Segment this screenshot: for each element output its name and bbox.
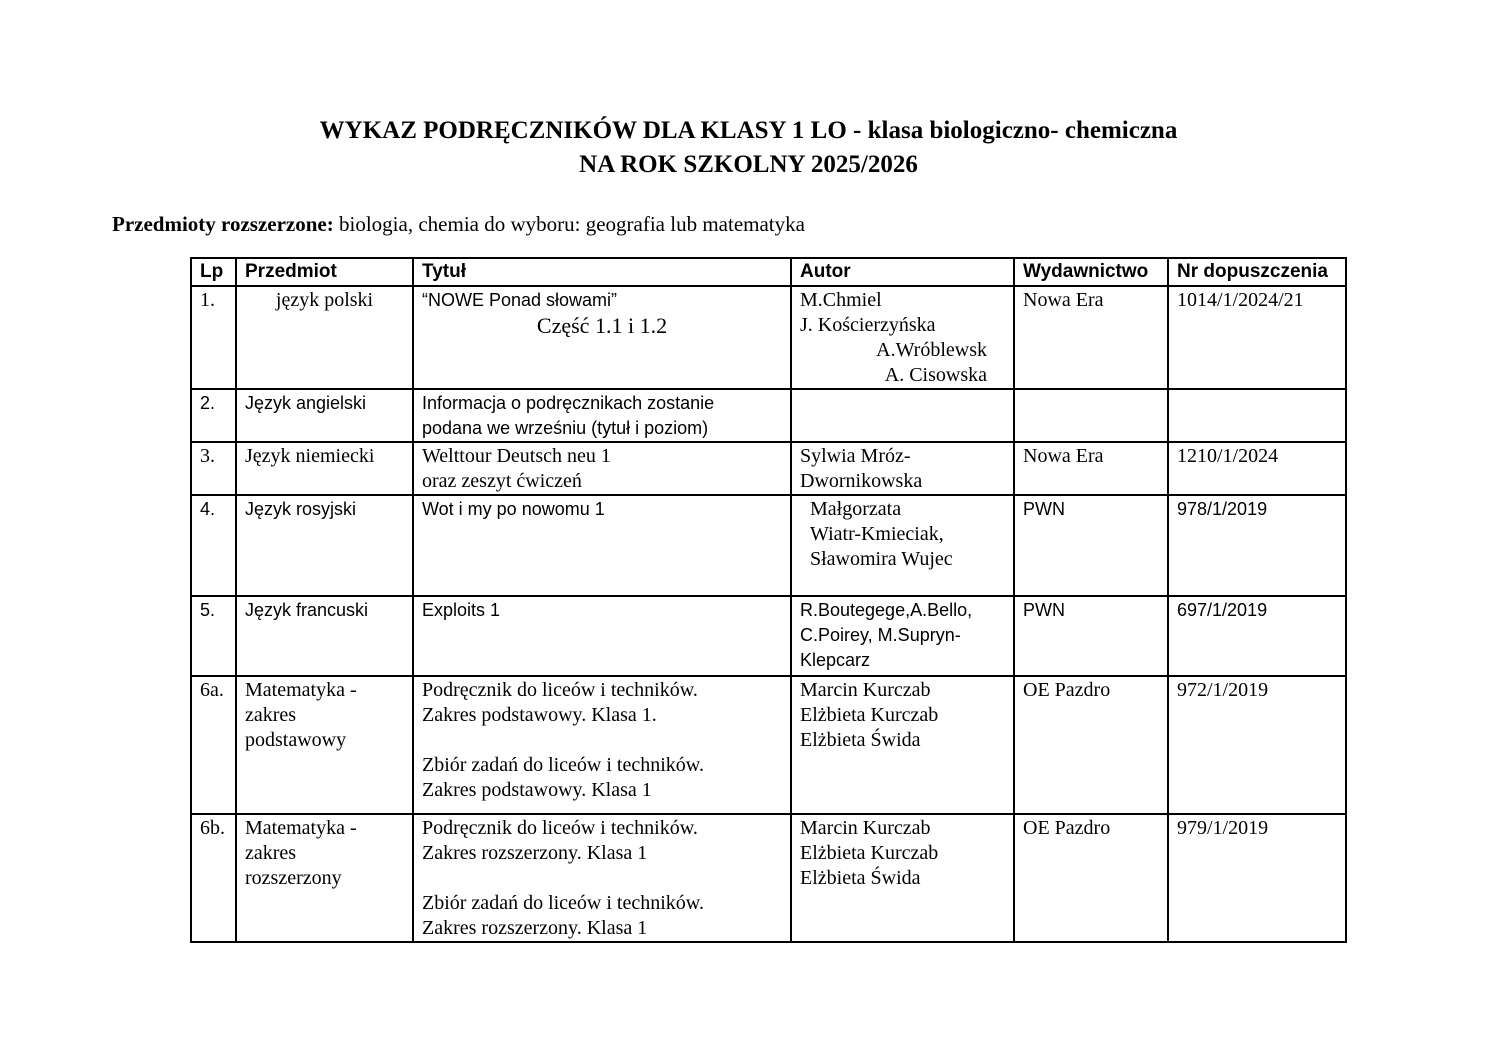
cell-tytul: Podręcznik do liceów i techników. Zakres podstawowy. Klasa 1. Zbiór zadań do liceów i techników. Zakres podstawowy. Klasa 1 xyxy=(413,676,791,814)
cell-tytul: Welttour Deutsch neu 1 oraz zeszyt ćwiczeń xyxy=(413,442,791,495)
cell-lp: 6b. xyxy=(191,814,236,942)
cell-nr-dopuszczenia: 979/1/2019 xyxy=(1168,814,1346,942)
cell-autor xyxy=(791,389,1014,442)
document-title-line1: WYKAZ PODRĘCZNIKÓW DLA KLASY 1 LO - klasa biologiczno- chemiczna xyxy=(319,117,1178,144)
cell-wydawnictwo: OE Pazdro xyxy=(1014,676,1168,814)
cell-przedmiot: Język rosyjski xyxy=(236,495,413,596)
cell-lp: 5. xyxy=(191,596,236,676)
cell-wydawnictwo: Nowa Era xyxy=(1014,442,1168,495)
cell-przedmiot: Matematyka - zakres podstawowy xyxy=(236,676,413,814)
cell-przedmiot: język polski xyxy=(236,286,413,389)
cell-autor: Sylwia Mróz- Dwornikowska xyxy=(791,442,1014,495)
cell-wydawnictwo: Nowa Era xyxy=(1014,286,1168,389)
table-row-4 xyxy=(191,495,1346,596)
cell-tytul: Exploits 1 xyxy=(413,596,791,676)
cell-tytul: Wot i my po nowomu 1 xyxy=(413,495,791,596)
cell-autor: Małgorzata Wiatr-Kmieciak, Sławomira Wujec xyxy=(791,495,1014,596)
document-title xyxy=(0,114,1497,182)
col-header-autor: Autor xyxy=(791,258,1014,286)
extended-subjects-label: Przedmioty rozszerzone: xyxy=(112,212,334,236)
table-row-1 xyxy=(191,286,1346,389)
cell-nr-dopuszczenia: 972/1/2019 xyxy=(1168,676,1346,814)
cell-lp: 2. xyxy=(191,389,236,442)
extended-subjects-text: biologia, chemia do wyboru: geografia lub matematyka xyxy=(333,212,805,236)
table-row-6a xyxy=(191,676,1346,814)
col-header-nr-dopuszczenia: Nr dopuszczenia xyxy=(1168,258,1346,286)
cell-nr-dopuszczenia: 697/1/2019 xyxy=(1168,596,1346,676)
cell-lp: 3. xyxy=(191,442,236,495)
table-row-5 xyxy=(191,596,1346,676)
cell-tytul: “NOWE Ponad słowami” Część 1.1 i 1.2 xyxy=(413,286,791,389)
cell-wydawnictwo: PWN xyxy=(1014,495,1168,596)
extended-subjects-line xyxy=(112,212,805,237)
cell-wydawnictwo xyxy=(1014,389,1168,442)
document-title-line2: NA ROK SZKOLNY 2025/2026 xyxy=(579,151,918,178)
cell-autor: Marcin Kurczab Elżbieta Kurczab Elżbieta Świda xyxy=(791,814,1014,942)
cell-lp: 1. xyxy=(191,286,236,389)
cell-wydawnictwo: OE Pazdro xyxy=(1014,814,1168,942)
cell-nr-dopuszczenia xyxy=(1168,389,1346,442)
cell-nr-dopuszczenia: 1014/1/2024/21 xyxy=(1168,286,1346,389)
cell-nr-dopuszczenia: 978/1/2019 xyxy=(1168,495,1346,596)
cell-nr-dopuszczenia: 1210/1/2024 xyxy=(1168,442,1346,495)
cell-przedmiot: Język niemiecki xyxy=(236,442,413,495)
cell-tytul: Podręcznik do liceów i techników. Zakres rozszerzony. Klasa 1 Zbiór zadań do liceów i techników. Zakres rozszerzony. Klasa 1 xyxy=(413,814,791,942)
cell-lp: 6a. xyxy=(191,676,236,814)
table-row-3 xyxy=(191,442,1346,495)
textbook-table xyxy=(190,257,1347,943)
table-row-2 xyxy=(191,389,1346,442)
cell-przedmiot: Matematyka - zakres rozszerzony xyxy=(236,814,413,942)
cell-przedmiot: Język angielski xyxy=(236,389,413,442)
col-header-przedmiot: Przedmiot xyxy=(236,258,413,286)
col-header-wydawnictwo: Wydawnictwo xyxy=(1014,258,1168,286)
col-header-lp: Lp xyxy=(191,258,236,286)
table-header-row xyxy=(191,258,1346,286)
cell-autor: R.Boutegege,A.Bello, C.Poirey, M.Supryn- Klepcarz xyxy=(791,596,1014,676)
cell-autor: M.Chmiel J. Kościerzyńska A.Wróblewsk A. Cisowska xyxy=(791,286,1014,389)
cell-tytul: Informacja o podręcznikach zostanie podana we wrześniu (tytuł i poziom) xyxy=(413,389,791,442)
cell-wydawnictwo: PWN xyxy=(1014,596,1168,676)
cell-autor: Marcin Kurczab Elżbieta Kurczab Elżbieta Świda xyxy=(791,676,1014,814)
cell-przedmiot: Język francuski xyxy=(236,596,413,676)
col-header-tytul: Tytuł xyxy=(413,258,791,286)
cell-lp: 4. xyxy=(191,495,236,596)
table-row-6b xyxy=(191,814,1346,942)
